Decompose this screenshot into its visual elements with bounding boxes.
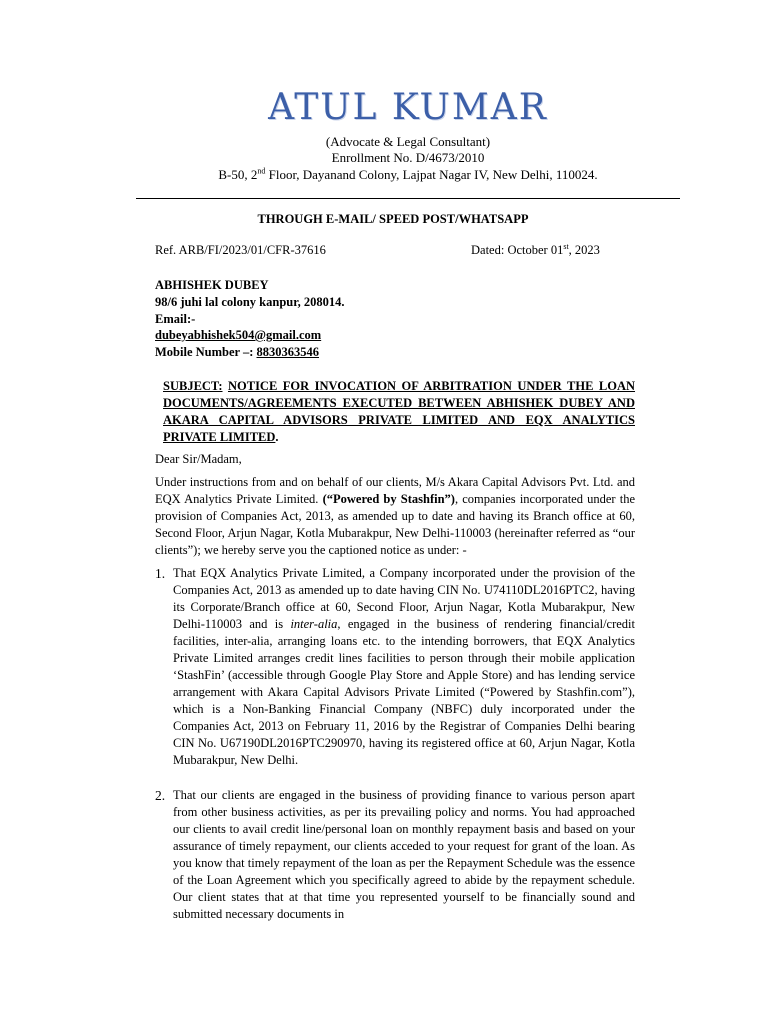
addressee-address: 98/6 juhi lal colony kanpur, 208014. — [155, 295, 345, 309]
item-text-start: That EQX Analytics Private Limited, a Company incorporated under the provision of the Companies Act, 2013 as amended up to date having CIN No. U74110DL2016PTC2, having its Corporate/Branch office at 60, Second Floor, Arjun Nagar, Kotla Mubarakpur, New Delhi-110003 and is — [173, 566, 635, 631]
subject-end: . — [275, 430, 279, 444]
address-superscript: nd — [257, 166, 266, 176]
enrollment-number: Enrollment No. D/4673/2010 — [331, 150, 485, 165]
date-start: Dated: October 01 — [471, 243, 564, 257]
item-text-start: That our clients are engaged in the business of providing finance to various person apart from other business activities, as per its prevailing policy and norms. You had approached our clients to avail credit line/personal loan on monthly repayment basis and based on your assurance of timely repayment, our clients acceded to your request for grant of the loan. As you know that timely repayment of the loan as per the Repayment Schedule was the essence of the Loan Agreement which you specifically agreed to abide by the repayment schedule. Our client states that at that time you represented yourself to be financially sound and submitted necessary documents in — [173, 788, 635, 921]
addressee-email[interactable]: dubeyabhishek504@gmail.com — [155, 328, 322, 342]
list-item — [155, 565, 635, 769]
reference-number: Ref. ARB/FI/2023/01/CFR-37616 — [155, 243, 326, 257]
item-number: 1. — [155, 566, 166, 581]
intro-text-2: , companies incorporated under the provision of Companies Act, 2013, as amended up to date and having its Branch office at 60, Second Floor, Arjun Nagar, Kotla Mubarakpur, New Delhi-110003 (hereinafter referred as “our clients”); we hereby serve you the captioned notice as under: - — [155, 492, 635, 557]
item-number: 2. — [155, 788, 166, 803]
subject-label: SUBJECT: — [163, 379, 223, 393]
subject-text-1: NOTICE FOR INVOCATION OF ARBITRATION UNDER THE LOAN DOCUMENTS/AGREEMENTS EXECUTED BETWEEN ABHISHEK DUBEY AND — [163, 379, 636, 410]
salutation: Dear Sir/Madam, — [155, 452, 242, 466]
intro-text-1: Under instructions from and on behalf of our clients, M/s Akara Capital Advisors Pvt. Ltd. and EQX Analytics Private Limited. — [155, 475, 635, 506]
subject-text-3: PRIVATE LIMITED — [163, 430, 276, 444]
email-label: Email:- — [155, 312, 196, 326]
delivery-mode: THROUGH E-MAIL/ SPEED POST/WHATSAPP — [257, 212, 529, 226]
advocate-designation: (Advocate & Legal Consultant) — [325, 134, 491, 149]
subject-text-2: AKARA CAPITAL ADVISORS PRIVATE LIMITED AND EQX ANALYTICS — [163, 413, 635, 427]
mobile-label: Mobile Number –: — [155, 345, 257, 359]
item-text-end: , engaged in the business of rendering financial/credit facilities, inter-alia, arranging loans etc. to the intending borrowers, that EQX Analytics Private Limited arranges credit lines facilities to person through their mobile application ‘StashFin’ (accessible through Google Play Store and Apple Store) and has lending service arrangement with Akara Capital Advisors Private Limited (“Powered by Stashfin.com”), which is a Non-Banking Financial Company (NBFC) duly incorporated under the Companies Act, 2013 on February 11, 2016 by the Registrar of Companies Delhi bearing CIN No. U67190DL2016PTC290970, having its registered office at 60, Arjun Nagar, Kotla Mubarakpur, New Delhi. — [173, 617, 635, 767]
addressee-name: ABHISHEK DUBEY — [155, 278, 269, 292]
subject-block — [163, 378, 635, 446]
mobile-line — [155, 344, 319, 361]
intro-paragraph — [155, 474, 635, 559]
date-superscript: st — [563, 241, 569, 251]
date-line — [471, 242, 600, 259]
list-item — [155, 787, 635, 923]
item-text — [173, 787, 635, 923]
item-italic: inter-alia — [290, 617, 338, 631]
letterhead-divider — [136, 198, 680, 199]
date-end: , 2023 — [568, 243, 600, 257]
item-text — [173, 565, 635, 769]
mobile-number: 8830363546 — [256, 345, 319, 359]
advocate-name: ATUL KUMAR — [268, 87, 548, 128]
address-end: Floor, Dayanand Colony, Lajpat Nagar IV, New Delhi, 110024. — [265, 167, 598, 182]
intro-brand: (“Powered by Stashfin”) — [322, 492, 455, 506]
address-start: B-50, 2 — [218, 167, 258, 182]
office-address — [0, 166, 768, 183]
